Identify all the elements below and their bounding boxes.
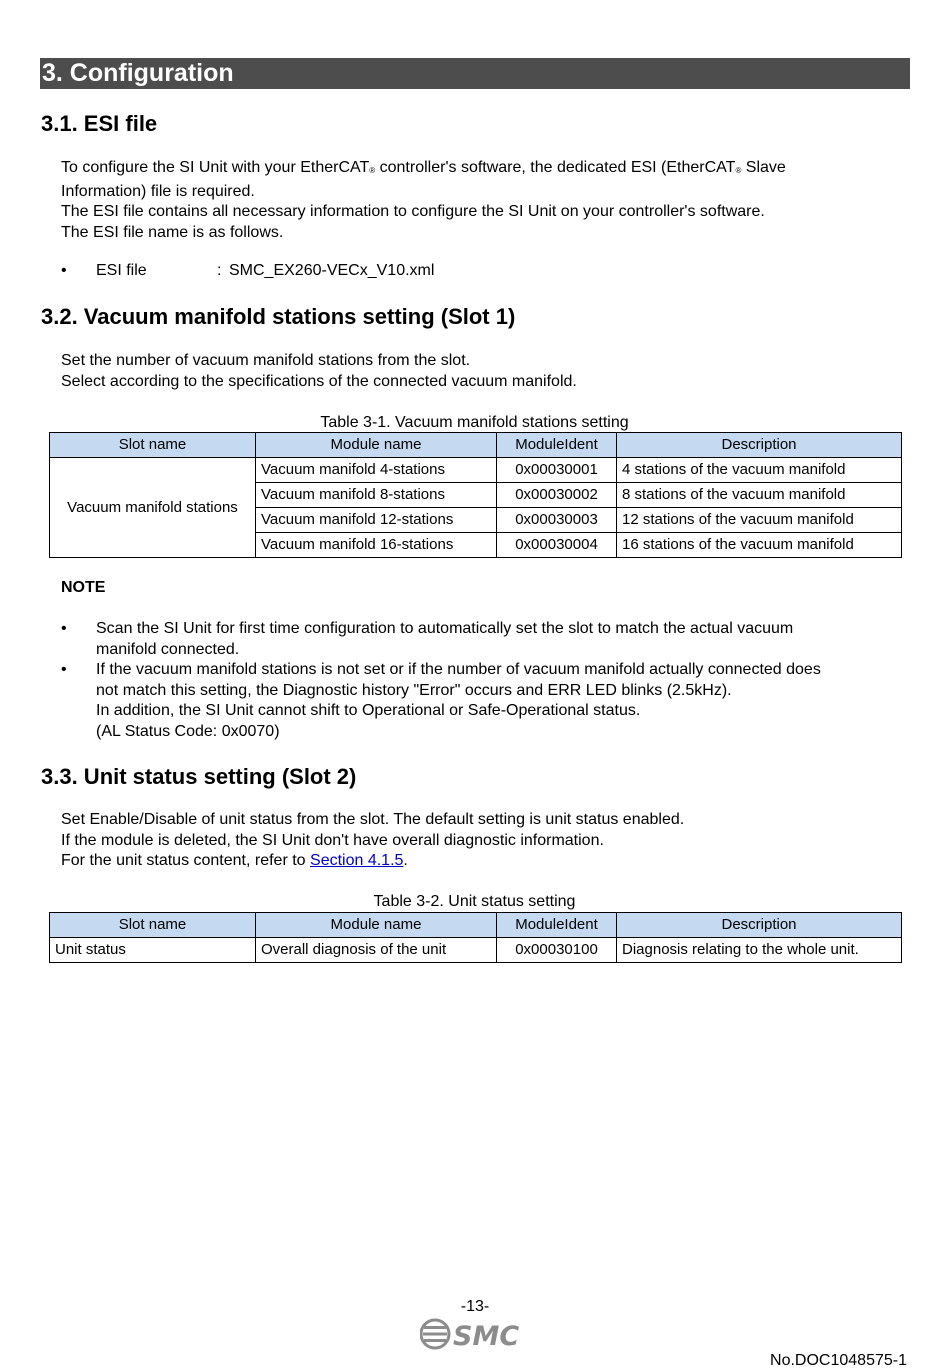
paragraph-line: Information) file is required. [61, 182, 255, 200]
description-cell: 4 stations of the vacuum manifold [617, 458, 902, 483]
module-ident-cell: 0x00030100 [497, 938, 617, 963]
header-module-name: Module name [256, 913, 497, 938]
bullet-icon: • [61, 661, 67, 678]
paragraph-line: Set the number of vacuum manifold stations from the slot. [61, 352, 471, 369]
header-slot-name: Slot name [50, 433, 256, 458]
header-description: Description [617, 433, 902, 458]
note-line: Scan the SI Unit for first time configuration to automatically set the slot to match the actual vacuum [96, 620, 794, 637]
text-span: Slave [741, 159, 786, 176]
table-header-row [50, 433, 902, 458]
note-line: In addition, the SI Unit cannot shift to Operational or Safe-Operational status. [96, 702, 641, 719]
text-span: controller's software, the dedicated ESI (EtherCAT [375, 159, 736, 176]
bullet-icon: • [61, 262, 67, 279]
paragraph-line: The ESI file contains all necessary information to configure the SI Unit on your controller's software. [61, 203, 765, 220]
page-number: -13- [460, 1298, 490, 1315]
paragraph-line: Select according to the specifications of the connected vacuum manifold. [61, 372, 577, 390]
header-slot-name: Slot name [50, 913, 256, 938]
text-span: For the unit status content, refer to [61, 852, 311, 869]
table-3-1-caption: Table 3-1. Vacuum manifold stations setting [320, 414, 629, 431]
registered-mark: ® [369, 166, 376, 175]
note-bullet-text [96, 660, 916, 742]
paragraph-line: If the module is deleted, the SI Unit don't have overall diagnostic information. [61, 831, 604, 849]
registered-mark: ® [735, 166, 742, 175]
module-ident-cell: 0x00030003 [497, 508, 617, 533]
description-cell: 12 stations of the vacuum manifold [617, 508, 902, 533]
slot-name-cell: Unit status [50, 938, 256, 963]
module-ident-cell: 0x00030004 [497, 533, 617, 558]
description-cell: Diagnosis relating to the whole unit. [617, 938, 902, 963]
module-name-cell: Vacuum manifold 8-stations [256, 483, 497, 508]
note-line: manifold connected. [96, 640, 240, 658]
chapter-heading: 3. Configuration [40, 58, 910, 89]
logo-text: SMC [453, 1321, 520, 1351]
note-line: If the vacuum manifold stations is not set or if the number of vacuum manifold actually connected does [96, 661, 821, 678]
section-3-2-body [61, 351, 577, 392]
header-module-ident: ModuleIdent [497, 913, 617, 938]
smc-logo-icon [420, 1317, 530, 1351]
esi-file-label: ESI file [96, 262, 147, 279]
text-span: To configure the SI Unit with your EtherCAT [61, 159, 370, 176]
document-number: No.DOC1048575-1 [770, 1352, 907, 1369]
section-3-2-heading: 3.2. Vacuum manifold stations setting (Slot 1) [41, 304, 516, 329]
paragraph-line [61, 158, 786, 182]
module-ident-cell: 0x00030001 [497, 458, 617, 483]
section-3-1-heading: 3.1. ESI file [41, 111, 158, 136]
table-row [50, 458, 902, 483]
header-module-name: Module name [256, 433, 497, 458]
note-bullet-text [96, 619, 916, 660]
module-ident-cell: 0x00030002 [497, 483, 617, 508]
note-line: not match this setting, the Diagnostic history "Error" occurs and ERR LED blinks (2.5kHz). [96, 681, 732, 699]
slot-name-cell: Vacuum manifold stations [50, 458, 256, 558]
note-line: (AL Status Code: 0x0070) [96, 722, 280, 740]
module-name-cell: Vacuum manifold 12-stations [256, 508, 497, 533]
header-module-ident: ModuleIdent [497, 433, 617, 458]
section-4-1-5-link[interactable]: Section 4.1.5 [310, 852, 404, 869]
table-header-row [50, 913, 902, 938]
paragraph-line: The ESI file name is as follows. [61, 223, 284, 241]
paragraph-line: Set Enable/Disable of unit status from the slot. The default setting is unit status enabled. [61, 811, 685, 828]
table-3-1 [49, 432, 902, 558]
module-name-cell: Vacuum manifold 4-stations [256, 458, 497, 483]
esi-file-colon: : [217, 262, 222, 279]
table-row [50, 938, 902, 963]
text-span: . [403, 852, 408, 869]
table-3-2 [49, 912, 902, 963]
bullet-icon: • [61, 620, 67, 637]
section-3-3-heading: 3.3. Unit status setting (Slot 2) [41, 764, 357, 789]
description-cell: 16 stations of the vacuum manifold [617, 533, 902, 558]
module-name-cell: Vacuum manifold 16-stations [256, 533, 497, 558]
section-3-1-body [61, 158, 786, 243]
paragraph-line [61, 851, 684, 872]
module-name-cell: Overall diagnosis of the unit [256, 938, 497, 963]
table-3-2-caption: Table 3-2. Unit status setting [373, 893, 576, 910]
note-heading: NOTE [61, 579, 106, 596]
section-3-3-body [61, 810, 684, 872]
header-description: Description [617, 913, 902, 938]
esi-file-value: SMC_EX260-VECx_V10.xml [229, 262, 435, 279]
description-cell: 8 stations of the vacuum manifold [617, 483, 902, 508]
